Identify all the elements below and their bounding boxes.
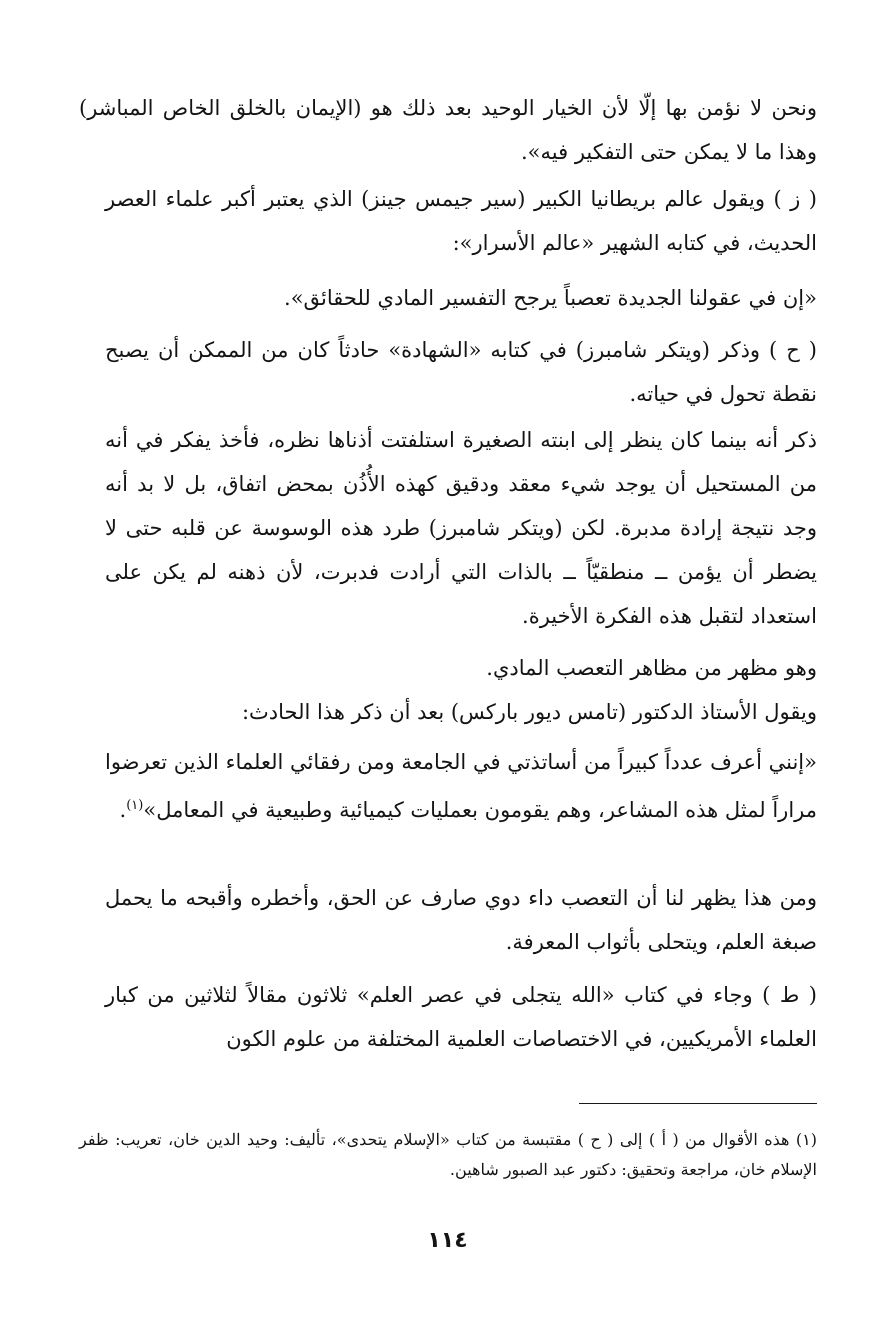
paragraph-book-god: ( ط ) وجاء في كتاب «الله يتجلى في عصر العلم» ثلاثون مقالاً لثلاثين من كبار العلماء الأمريكيين، في الاختصاصات العلمية المختلفة من علوم الكون — [105, 983, 817, 1051]
footnote-divider — [579, 1103, 817, 1104]
paragraph-continuation: ونحن لا نؤمن بها إلّا لأن الخيار الوحيد بعد ذلك هو (الإيمان بالخلق الخاص المباشر) وهذا ما لا يمكن حتى التفكير فيه». — [79, 96, 817, 164]
quote-parks-end: . — [119, 798, 127, 822]
page-number: ١١٤ — [427, 1228, 468, 1253]
paragraph-parks: ويقول الأستاذ الدكتور (تامس ديور باركس) بعد أن ذكر هذا الحادث: — [241, 700, 817, 724]
paragraph-bias-conclusion: ومن هذا يظهر لنا أن التعصب داء دوي صارف عن الحق، وأخطره وأقبحه ما يحمل صبغة العلم، ويتحلى بأثواب المعرفة. — [105, 886, 817, 954]
quote-jeans: «إن في عقولنا الجديدة تعصباً يرجح التفسير المادي للحقائق». — [284, 286, 817, 310]
paragraph-materialist-bias: وهو مظهر من مظاهر التعصب المادي. — [486, 656, 817, 680]
paragraph-chambers: ( ح ) وذكر (ويتكر شامبرز) في كتابه «الشهادة» حادثاً كان من الممكن أن يصبح نقطة تحول في حياته. — [105, 338, 817, 406]
paragraph-chambers-story: ذكر أنه بينما كان ينظر إلى ابنته الصغيرة استلفتت أذناها نظره، فأخذ يفكر في أنه من المستحيل أن يوجد شيء معقد ودقيق كهذه الأُذُن بمحض اتفاق، بل لا بد أنه وجد نتيجة إرادة مدبرة. لكن (ويتكر شامبرز) طرد هذه الوسوسة عن قلبه حتى لا يضطر أن يؤمن ــ منطقيّاً ــ بالذات التي أرادت فدبرت، لأن ذهنه لم يكن على استعداد لتقبل هذه الفكرة الأخيرة. — [105, 428, 817, 628]
footnote-reference: (١) — [126, 798, 144, 813]
footnote: (١) هذه الأقوال من ( أ ) إلى ( ح ) مقتبسة من كتاب «الإسلام يتحدى»، تأليف: وحيد الدين خان، تعريب: ظفر الإسلام خان، مراجعة وتحقيق: دكتور عبد الصبور شاهين. — [79, 1130, 817, 1179]
quote-parks — [105, 740, 817, 832]
paragraph-jeans: ( ز ) ويقول عالم بريطانيا الكبير (سير جيمس جينز) الذي يعتبر أكبر علماء العصر الحديث، في كتابه الشهير «عالم الأسرار»: — [105, 187, 817, 255]
quote-parks-text: «إنني أعرف عدداً كبيراً من أساتذتي في الجامعة ومن رفقائي العلماء الذين تعرضوا مراراً لمثل هذه المشاعر، وهم يقومون بعمليات كيميائية وطبيعية في المعامل» — [105, 750, 817, 822]
